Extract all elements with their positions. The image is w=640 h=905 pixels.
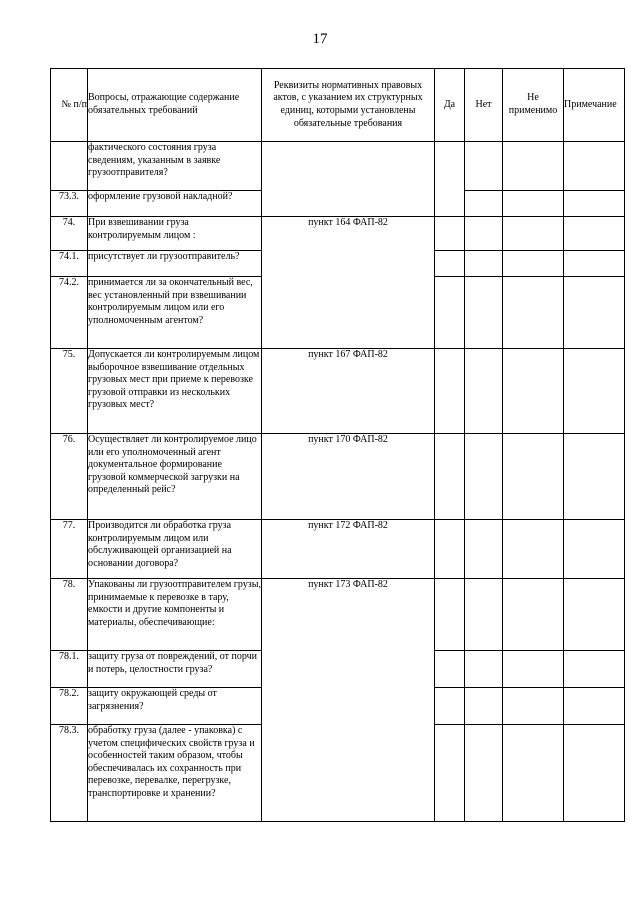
answer-na-cell[interactable] bbox=[503, 579, 564, 651]
row-reference: пункт 173 ФАП-82 bbox=[262, 579, 435, 822]
row-reference: пункт 167 ФАП-82 bbox=[262, 349, 435, 434]
row-reference: пункт 170 ФАП-82 bbox=[262, 434, 435, 520]
answer-no-cell[interactable] bbox=[465, 349, 503, 434]
row-question: обработку груза (далее - упаковка) с учетом специфических свойств груза и особенностей таким образом, чтобы обеспечивалась их сохранность при перевозке, перевалке, перегрузке, транспортировке и хранении? bbox=[88, 725, 262, 822]
table-row bbox=[51, 217, 625, 251]
answer-no-cell[interactable] bbox=[465, 520, 503, 579]
row-number: 77. bbox=[51, 520, 88, 579]
note-cell[interactable] bbox=[564, 651, 625, 688]
table-row bbox=[51, 520, 625, 579]
row-number: 78. bbox=[51, 579, 88, 651]
answer-no-cell[interactable] bbox=[465, 277, 503, 349]
table-header-row bbox=[51, 69, 625, 142]
answer-yes-cell[interactable] bbox=[435, 651, 465, 688]
answer-yes-cell[interactable] bbox=[435, 688, 465, 725]
answer-na-cell[interactable] bbox=[503, 349, 564, 434]
answer-na-cell[interactable] bbox=[503, 191, 564, 217]
row-number: 74.1. bbox=[51, 251, 88, 277]
row-question: присутствует ли грузоотправитель? bbox=[88, 251, 262, 277]
row-number bbox=[51, 142, 88, 191]
answer-no-cell[interactable] bbox=[465, 142, 503, 191]
row-reference bbox=[262, 142, 435, 217]
answer-no-cell[interactable] bbox=[465, 651, 503, 688]
answer-na-cell[interactable] bbox=[503, 520, 564, 579]
answer-no-cell[interactable] bbox=[465, 725, 503, 822]
row-question: Производится ли обработка груза контролируемым лицом или обслуживающей организацией на основании договора? bbox=[88, 520, 262, 579]
answer-na-cell[interactable] bbox=[503, 277, 564, 349]
row-question: Упакованы ли грузоотправителем грузы, принимаемые к перевозке в тару, емкости и другие компоненты и материалы, обеспечивающие: bbox=[88, 579, 262, 651]
answer-yes-cell[interactable] bbox=[435, 251, 465, 277]
note-cell[interactable] bbox=[564, 688, 625, 725]
header-question: Вопросы, отражающие содержание обязательных требований bbox=[88, 69, 262, 142]
row-number: 74.2. bbox=[51, 277, 88, 349]
header-yes: Да bbox=[435, 69, 465, 142]
header-note: Примечание bbox=[564, 69, 625, 142]
row-number: 76. bbox=[51, 434, 88, 520]
row-question: принимается ли за окончательный вес, вес установленный при взвешивании контролируемым лицом или его уполномоченным агентом? bbox=[88, 277, 262, 349]
answer-yes-cell[interactable] bbox=[435, 277, 465, 349]
answer-no-cell[interactable] bbox=[465, 579, 503, 651]
row-number: 78.2. bbox=[51, 688, 88, 725]
answer-no-cell[interactable] bbox=[465, 434, 503, 520]
answer-yes-cell[interactable] bbox=[435, 579, 465, 651]
answer-yes-cell[interactable] bbox=[435, 520, 465, 579]
answer-na-cell[interactable] bbox=[503, 217, 564, 251]
answer-na-cell[interactable] bbox=[503, 251, 564, 277]
row-number: 74. bbox=[51, 217, 88, 251]
row-question: Осуществляет ли контролируемое лицо или его уполномоченный агент документальное формирование грузовой коммерческой загрузки на определенный рейс? bbox=[88, 434, 262, 520]
row-number: 78.3. bbox=[51, 725, 88, 822]
table-row bbox=[51, 579, 625, 651]
row-reference: пункт 164 ФАП-82 bbox=[262, 217, 435, 349]
note-cell[interactable] bbox=[564, 277, 625, 349]
answer-na-cell[interactable] bbox=[503, 142, 564, 191]
answer-yes-cell[interactable] bbox=[435, 142, 465, 217]
answer-na-cell[interactable] bbox=[503, 651, 564, 688]
answer-na-cell[interactable] bbox=[503, 725, 564, 822]
header-reference: Реквизиты нормативных правовых актов, с указанием их структурных единиц, которыми установлены обязательные требования bbox=[262, 69, 435, 142]
note-cell[interactable] bbox=[564, 520, 625, 579]
header-number: № п/п bbox=[51, 69, 88, 142]
note-cell[interactable] bbox=[564, 142, 625, 191]
note-cell[interactable] bbox=[564, 349, 625, 434]
row-question: фактического состояния груза сведениям, указанным в заявке грузоотправителя? bbox=[88, 142, 262, 191]
row-question: Допускается ли контролируемым лицом выборочное взвешивание отдельных грузовых мест при приеме к перевозке грузовой отправки из нескольких грузовых мест? bbox=[88, 349, 262, 434]
answer-no-cell[interactable] bbox=[465, 217, 503, 251]
answer-no-cell[interactable] bbox=[465, 191, 503, 217]
row-question: При взвешивании груза контролируемым лицом : bbox=[88, 217, 262, 251]
note-cell[interactable] bbox=[564, 725, 625, 822]
note-cell[interactable] bbox=[564, 217, 625, 251]
answer-yes-cell[interactable] bbox=[435, 434, 465, 520]
answer-na-cell[interactable] bbox=[503, 688, 564, 725]
page-number: 17 bbox=[312, 31, 328, 47]
row-number: 75. bbox=[51, 349, 88, 434]
answer-no-cell[interactable] bbox=[465, 251, 503, 277]
note-cell[interactable] bbox=[564, 579, 625, 651]
note-cell[interactable] bbox=[564, 191, 625, 217]
row-question: защиту окружающей среды от загрязнения? bbox=[88, 688, 262, 725]
header-not-applicable: Не применимо bbox=[503, 69, 564, 142]
table-row bbox=[51, 142, 625, 191]
table-row bbox=[51, 434, 625, 520]
answer-yes-cell[interactable] bbox=[435, 349, 465, 434]
note-cell[interactable] bbox=[564, 251, 625, 277]
answer-no-cell[interactable] bbox=[465, 688, 503, 725]
row-question: оформление грузовой накладной? bbox=[88, 191, 262, 217]
row-number: 73.3. bbox=[51, 191, 88, 217]
table-row bbox=[51, 349, 625, 434]
row-question: защиту груза от повреждений, от порчи и потерь, целостности груза? bbox=[88, 651, 262, 688]
row-number: 78.1. bbox=[51, 651, 88, 688]
header-no: Нет bbox=[465, 69, 503, 142]
row-reference: пункт 172 ФАП-82 bbox=[262, 520, 435, 579]
note-cell[interactable] bbox=[564, 434, 625, 520]
answer-yes-cell[interactable] bbox=[435, 725, 465, 822]
requirements-checklist-table bbox=[50, 68, 625, 822]
answer-yes-cell[interactable] bbox=[435, 217, 465, 251]
answer-na-cell[interactable] bbox=[503, 434, 564, 520]
